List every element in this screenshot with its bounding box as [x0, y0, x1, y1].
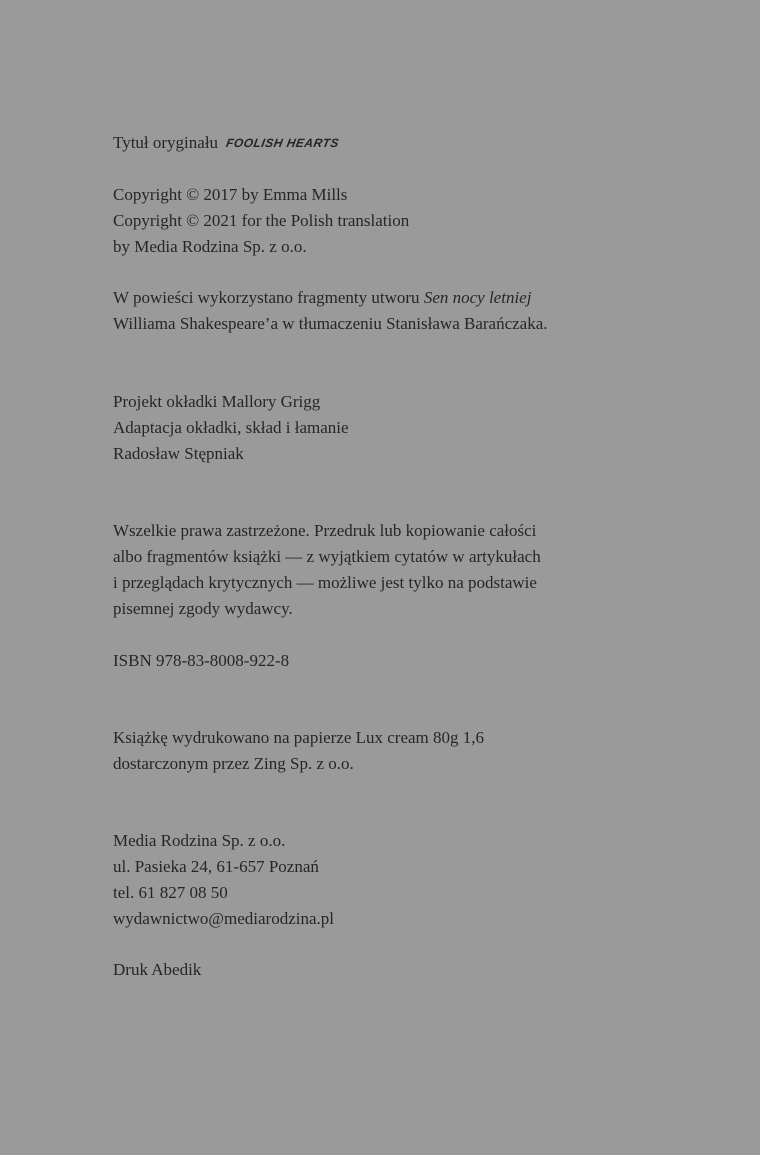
- rights-line: albo fragmentów książki — z wyjątkiem cytatów w artykułach: [113, 547, 541, 566]
- credit-line: Radosław Stępniak: [113, 444, 244, 463]
- credit-line: Adaptacja okładki, skład i łamanie: [113, 418, 349, 437]
- rights-line: pisemnej zgody wydawcy.: [113, 599, 293, 618]
- rights-line: Wszelkie prawa zastrzeżone. Przedruk lub kopiowanie całości: [113, 521, 537, 540]
- quoted-work-title: Sen nocy letniej: [423, 288, 532, 307]
- publisher-email: wydawnictwo@mediarodzina.pl: [113, 909, 335, 928]
- quote-note-line: [113, 287, 531, 309]
- credit-line: Projekt okładki Mallory Grigg: [113, 392, 321, 411]
- paper-line: Książkę wydrukowano na papierze Lux cream 80g 1,6: [113, 728, 485, 747]
- printer: Druk Abedik: [113, 960, 202, 979]
- publisher-name: Media Rodzina Sp. z o.o.: [113, 831, 286, 850]
- paper-line: dostarczonym przez Zing Sp. z o.o.: [113, 754, 354, 773]
- isbn: ISBN 978-83-8008-922-8: [113, 651, 290, 670]
- quote-note-line: Williama Shakespeare’a w tłumaczeniu Stanisława Barańczaka.: [113, 314, 548, 333]
- quote-note-prefix: W powieści wykorzystano fragmenty utworu: [113, 288, 420, 307]
- original-title-line: [113, 132, 339, 155]
- original-title-logotype: FOOLISH HEARTS: [225, 136, 341, 150]
- copyright-line: Copyright © 2017 by Emma Mills: [113, 185, 348, 204]
- rights-line: i przeglądach krytycznych — możliwe jest tylko na podstawie: [113, 573, 537, 592]
- publisher-address: ul. Pasieka 24, 61-657 Poznań: [113, 857, 319, 876]
- copyright-line: by Media Rodzina Sp. z o.o.: [113, 237, 307, 256]
- copyright-line: Copyright © 2021 for the Polish translation: [113, 211, 410, 230]
- publisher-phone: tel. 61 827 08 50: [113, 883, 228, 902]
- original-title-label: Tytuł oryginału: [113, 133, 219, 152]
